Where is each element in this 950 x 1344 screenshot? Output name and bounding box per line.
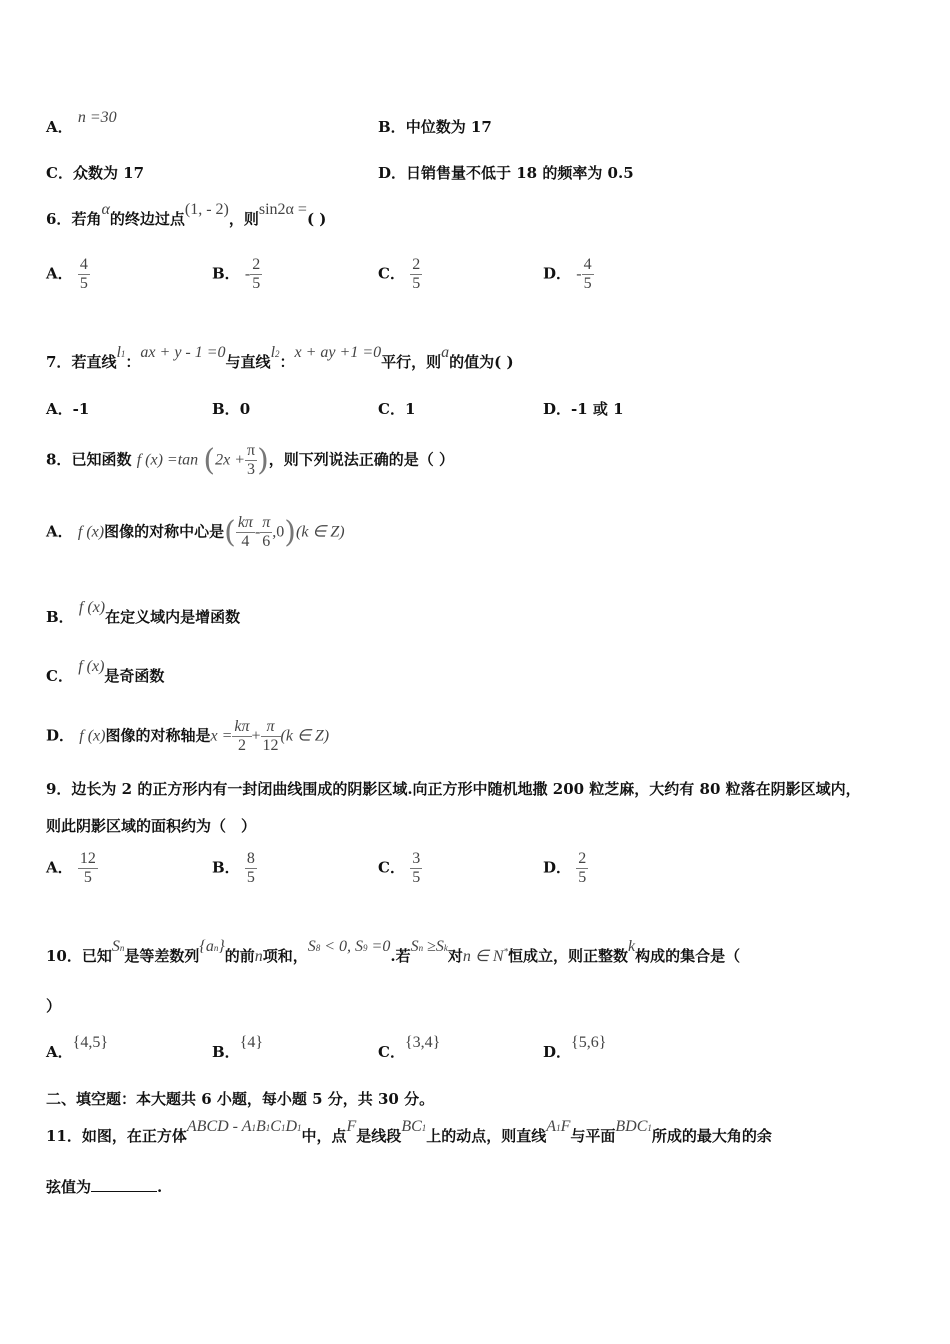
- option-text: 中位数为 17: [405, 118, 492, 136]
- fraction: [245, 442, 257, 479]
- option-label: B．: [378, 118, 406, 136]
- math-set: {4}: [239, 1034, 264, 1051]
- denominator: 12: [262, 737, 279, 754]
- option-label: B．: [46, 608, 74, 626]
- fraction: [245, 850, 257, 887]
- option-label: A．: [46, 264, 73, 283]
- math-part: =0: [367, 938, 391, 955]
- math-cube: [187, 1118, 302, 1135]
- answer-blank[interactable]: [91, 1177, 157, 1192]
- question-7: [46, 344, 514, 372]
- option-text: 1: [404, 400, 416, 418]
- numerator: 2: [412, 256, 421, 273]
- math-set: {4,5}: [72, 1034, 108, 1051]
- math-cond: (k ∈ Z): [280, 727, 330, 745]
- q5-option-b: [378, 116, 492, 137]
- math-part: ABCD - A: [186, 1118, 252, 1135]
- q5-option-d: [378, 162, 634, 183]
- question-11-line2: [46, 1176, 162, 1197]
- option-text: -1 或 1: [571, 400, 624, 418]
- math-alpha: α: [101, 201, 110, 218]
- math-expr: n =30: [77, 109, 117, 126]
- q10-option-b: [212, 1034, 264, 1062]
- option-label: D．: [378, 164, 407, 182]
- fraction: [78, 256, 90, 293]
- subscript: 1: [280, 1123, 286, 1133]
- numerator: 2: [252, 256, 261, 273]
- option-text: 图像的对称中心是: [104, 522, 225, 541]
- option-label: B．: [212, 1043, 240, 1061]
- question-text: 与平面: [570, 1127, 616, 1145]
- math-sn: [112, 938, 125, 955]
- question-text: 的终边过点: [109, 210, 185, 228]
- numerator: 4: [583, 256, 592, 273]
- option-label: D．: [543, 1043, 572, 1061]
- option-label: C．: [378, 1043, 405, 1061]
- option-text: 0: [239, 400, 251, 418]
- fraction: [250, 256, 262, 293]
- option-label: D．: [46, 726, 75, 745]
- fraction: [410, 256, 422, 293]
- question-text: 所成的最大角的余: [651, 1127, 772, 1145]
- fraction: [576, 850, 588, 887]
- fraction: [261, 718, 281, 755]
- numerator: π: [262, 514, 271, 531]
- q7-option-b: [212, 398, 250, 419]
- math-inner: 2x +: [215, 451, 245, 469]
- fraction: [260, 514, 272, 551]
- denominator: 5: [252, 275, 261, 292]
- subscript: n: [119, 943, 125, 953]
- subscript: 1: [251, 1123, 256, 1133]
- q9-option-c: [378, 850, 422, 887]
- q7-option-d: [543, 398, 624, 419]
- numerator: π: [247, 442, 256, 459]
- q10-option-a: [46, 1034, 108, 1062]
- question-text: 若角: [71, 210, 102, 228]
- math-f: F: [346, 1118, 357, 1135]
- paren-right: ): [257, 443, 269, 478]
- minus-sign: -: [254, 523, 261, 541]
- numerator: 8: [246, 850, 255, 867]
- subscript: 2: [275, 349, 280, 359]
- question-text: 上的动点，则直线: [426, 1127, 547, 1145]
- question-number: 7．: [46, 353, 72, 371]
- subscript: 8: [315, 943, 321, 953]
- math-seq: {an}: [199, 938, 225, 955]
- question-text: ，则下列说法正确的是（ ）: [268, 450, 455, 469]
- minus-sign: -: [576, 265, 582, 283]
- denominator: 5: [578, 869, 587, 886]
- math-set: {5,6}: [571, 1034, 607, 1051]
- q6-option-b: [212, 256, 262, 293]
- math-eq2: x + ay +1 =0: [294, 344, 382, 361]
- question-number: 8．: [46, 450, 72, 469]
- numerator: kπ: [234, 718, 250, 735]
- math-part: n ∈ N: [462, 948, 504, 965]
- math-part: < 0, S: [320, 938, 364, 955]
- denominator: 5: [412, 869, 421, 886]
- math-eq1: ax + y - 1 =0: [140, 344, 226, 361]
- numerator: 4: [79, 256, 88, 273]
- option-label: C．: [46, 164, 73, 182]
- colon: ：: [279, 353, 295, 371]
- question-text: 恒成立，则正整数: [507, 947, 628, 965]
- option-label: A．: [46, 522, 73, 541]
- math-plane: [615, 1118, 652, 1135]
- math-l2: [271, 344, 280, 361]
- math-part: ≥S: [423, 938, 444, 955]
- option-label: D．: [543, 400, 572, 418]
- option-label: A．: [46, 1043, 73, 1061]
- math-var: S: [307, 938, 316, 955]
- q7-option-a: [46, 398, 89, 419]
- option-label: B．: [212, 858, 240, 877]
- fraction: [410, 850, 422, 887]
- colon: ：: [125, 353, 141, 371]
- math-n: n: [254, 948, 263, 965]
- denominator: 5: [583, 275, 592, 292]
- question-text: 的前: [224, 947, 255, 965]
- math-part: A: [546, 1118, 557, 1135]
- subscript: 1: [265, 1123, 271, 1133]
- subscript: n: [418, 943, 424, 953]
- math-bc: [401, 1118, 426, 1135]
- fraction: [582, 256, 594, 293]
- superscript: *: [503, 946, 508, 957]
- question-text: 中，点: [301, 1127, 347, 1145]
- subscript: 1: [556, 1123, 561, 1133]
- question-11: [46, 1118, 772, 1146]
- subscript: n: [213, 943, 219, 953]
- option-label: C．: [46, 667, 73, 685]
- q8-option-d: [46, 718, 329, 755]
- math-var: l: [270, 344, 276, 361]
- subscript: 1: [647, 1123, 652, 1133]
- math-set: {3,4}: [404, 1034, 441, 1051]
- denominator: 5: [412, 275, 421, 292]
- math-part: B: [255, 1118, 266, 1135]
- subscript: 1: [120, 349, 126, 359]
- option-label: C．: [378, 400, 405, 418]
- q10-option-c: [378, 1034, 441, 1062]
- fraction: [232, 718, 251, 755]
- numerator: π: [266, 718, 275, 735]
- paren-right: ): [284, 515, 296, 550]
- denominator: 3: [245, 460, 257, 479]
- math-part: C: [270, 1118, 281, 1135]
- math-k: k: [628, 938, 636, 955]
- math-var: S: [410, 938, 419, 955]
- subscript: 1: [297, 1123, 302, 1133]
- math-part: F: [560, 1118, 571, 1135]
- question-text: 是线段: [356, 1127, 402, 1145]
- question-text: ( ): [306, 210, 327, 228]
- math-cond: (k ∈ Z): [296, 523, 345, 541]
- question-text: ，则: [228, 210, 259, 228]
- period: .: [157, 1178, 163, 1196]
- question-text: .若: [390, 947, 411, 965]
- question-9-line2: 则此阴影区域的面积约为（ ）: [46, 817, 257, 835]
- q8-option-b: [46, 599, 241, 627]
- q5-option-a: [46, 109, 117, 137]
- math-part: BDC: [615, 1118, 648, 1135]
- math-var: a: [205, 938, 214, 955]
- denominator: 5: [79, 275, 88, 292]
- option-text: -1: [72, 400, 90, 418]
- option-text: 众数为 17: [72, 164, 145, 182]
- math-expr: sin2α =: [258, 201, 307, 218]
- math-fx: f (x): [78, 658, 105, 675]
- math-x: x =: [210, 727, 233, 745]
- question-text: 弦值为: [46, 1178, 92, 1196]
- math-f: f (x) =tan: [136, 451, 199, 469]
- option-label: D．: [543, 264, 572, 283]
- subscript: 9: [363, 943, 368, 953]
- math-var: l: [116, 344, 121, 361]
- option-label: A．: [46, 118, 73, 136]
- subscript: 1: [421, 1123, 427, 1133]
- question-text: 对: [447, 947, 463, 965]
- option-text: 日销售量不低于 18 的频率为 0.5: [406, 164, 634, 182]
- q8-option-c: [46, 658, 165, 686]
- question-text: 如图，在正方体: [81, 1127, 187, 1145]
- question-10-line2: ）: [46, 997, 62, 1015]
- q9-option-a: [46, 850, 98, 887]
- fraction: [236, 514, 255, 551]
- question-text: 若直线: [71, 353, 117, 371]
- question-6: [46, 201, 327, 229]
- denominator: 5: [78, 868, 98, 887]
- numerator: 12: [79, 850, 96, 867]
- option-text: 是奇函数: [104, 667, 165, 685]
- q6-option-c: [378, 256, 422, 293]
- question-text: 已知: [81, 947, 112, 965]
- option-label: A．: [46, 400, 73, 418]
- q9-option-d: [543, 850, 588, 887]
- math-ineq: [411, 938, 448, 955]
- q7-option-c: [378, 398, 415, 419]
- section-heading: 二、填空题：本大题共 6 小题，每小题 5 分，共 30 分。: [46, 1090, 435, 1108]
- q6-option-a: [46, 256, 90, 293]
- math-part: BC: [401, 1118, 422, 1135]
- option-text: 图像的对称轴是: [105, 726, 211, 745]
- math-cond: [308, 938, 391, 955]
- math-af: [546, 1118, 570, 1135]
- q8-option-a: [46, 514, 345, 551]
- q6-option-d: [543, 256, 594, 293]
- paren-left: (: [224, 515, 236, 550]
- math-a: a: [441, 344, 450, 361]
- numerator: 2: [578, 850, 587, 867]
- question-text: 是等差数列: [124, 947, 200, 965]
- math-part: D: [285, 1118, 297, 1135]
- question-9-line1: 9．边长为 2 的正方形内有一封闭曲线围成的阴影区域.向正方形中随机地撒 200 粒芝麻，大约有 80 粒落在阴影区域内，: [46, 780, 861, 798]
- question-text: 项和，: [262, 947, 308, 965]
- q10-option-d: [543, 1034, 607, 1062]
- question-text: 与直线: [225, 353, 271, 371]
- math-fx: f (x): [77, 523, 105, 541]
- math-zero: ,0: [272, 523, 285, 541]
- option-label: B．: [212, 264, 240, 283]
- math-var: S: [111, 938, 120, 955]
- math-l1: [116, 344, 125, 361]
- option-text: 在定义域内是增函数: [105, 608, 241, 626]
- paren-left: (: [203, 443, 216, 478]
- option-label: B．: [212, 400, 240, 418]
- denominator: 4: [236, 532, 255, 551]
- math-fx: f (x): [79, 727, 106, 745]
- question-text: 已知函数: [71, 450, 132, 469]
- subscript: k: [443, 943, 448, 953]
- plus-sign: +: [251, 727, 261, 745]
- numerator: 3: [412, 850, 421, 867]
- option-label: C．: [378, 858, 405, 877]
- math-point: (1, - 2): [184, 201, 229, 218]
- question-text: 的值为( ): [449, 353, 514, 371]
- question-text: 平行，则: [381, 353, 442, 371]
- question-10: [46, 938, 741, 966]
- option-label: A．: [46, 858, 73, 877]
- denominator: 6: [260, 532, 272, 551]
- minus-sign: -: [244, 265, 251, 283]
- math-fx: f (x): [78, 599, 106, 616]
- option-label: D．: [543, 858, 572, 877]
- math-set: [463, 948, 508, 965]
- question-number: 10．: [46, 947, 82, 965]
- question-number: 11．: [46, 1127, 82, 1145]
- q9-option-b: [212, 850, 257, 887]
- option-label: C．: [378, 264, 405, 283]
- question-8: [46, 442, 454, 479]
- fraction: [78, 850, 98, 887]
- q5-option-c: [46, 162, 144, 183]
- numerator: kπ: [237, 514, 253, 531]
- question-number: 6．: [46, 210, 72, 228]
- denominator: 2: [232, 736, 251, 755]
- denominator: 5: [246, 869, 255, 886]
- question-text: 构成的集合是（: [635, 947, 741, 965]
